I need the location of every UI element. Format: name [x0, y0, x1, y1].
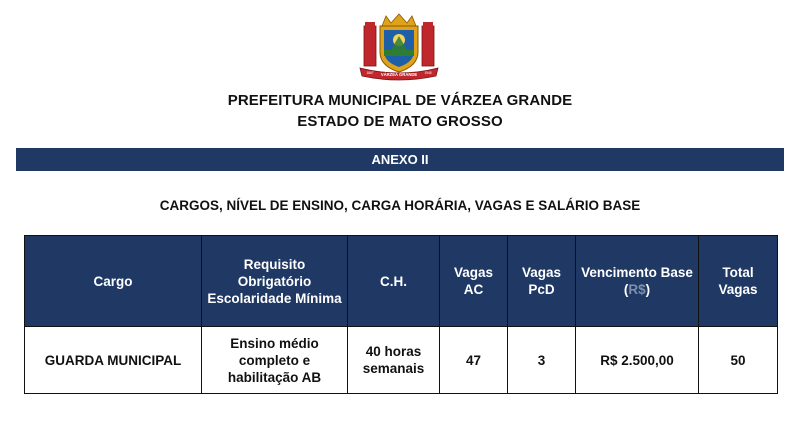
- positions-table: [24, 235, 778, 394]
- annex-banner: ANEXO II: [16, 148, 784, 171]
- header-ch: C.H.: [348, 236, 440, 327]
- header-vencimento-suffix: ): [645, 282, 651, 297]
- cell-vencimento: R$ 2.500,00: [576, 327, 699, 394]
- cell-cargo: GUARDA MUNICIPAL: [25, 327, 202, 394]
- document-subtitle: CARGOS, NÍVEL DE ENSINO, CARGA HORÁRIA, VAGAS E SALÁRIO BASE: [159, 198, 641, 213]
- header-total: Total Vagas: [699, 236, 778, 327]
- cell-ch: 40 horas semanais: [348, 327, 440, 394]
- cell-vagas-pcd: 3: [508, 327, 576, 394]
- header-vencimento-currency: R$: [628, 282, 646, 297]
- header-requisito: Requisito Obrigatório Escolaridade Mínima: [202, 236, 348, 327]
- table-row: [25, 327, 778, 394]
- prefeitura-title: PREFEITURA MUNICIPAL DE VÁRZEA GRANDE: [227, 92, 573, 109]
- crest-banner-text: VÁRZEA GRANDE: [380, 72, 418, 77]
- cell-vagas-ac: 47: [440, 327, 508, 394]
- header-vencimento-prefix: Vencimento Base (: [581, 265, 693, 297]
- estado-title: ESTADO DE MATO GROSSO: [297, 113, 503, 130]
- cell-total: 50: [699, 327, 778, 394]
- header-vagas-ac: Vagas AC: [440, 236, 508, 327]
- crest-year-right: 1948: [424, 71, 432, 75]
- header-vencimento: [576, 236, 699, 327]
- cell-requisito: Ensino médio completo e habilitação AB: [202, 327, 348, 394]
- crest-emblem-icon: [358, 12, 440, 82]
- header-vagas-pcd: Vagas PcD: [508, 236, 576, 327]
- crest-year-left: 1867: [366, 71, 374, 75]
- municipal-crest: [358, 12, 440, 82]
- table-header-row: [25, 236, 778, 327]
- header-cargo: Cargo: [25, 236, 202, 327]
